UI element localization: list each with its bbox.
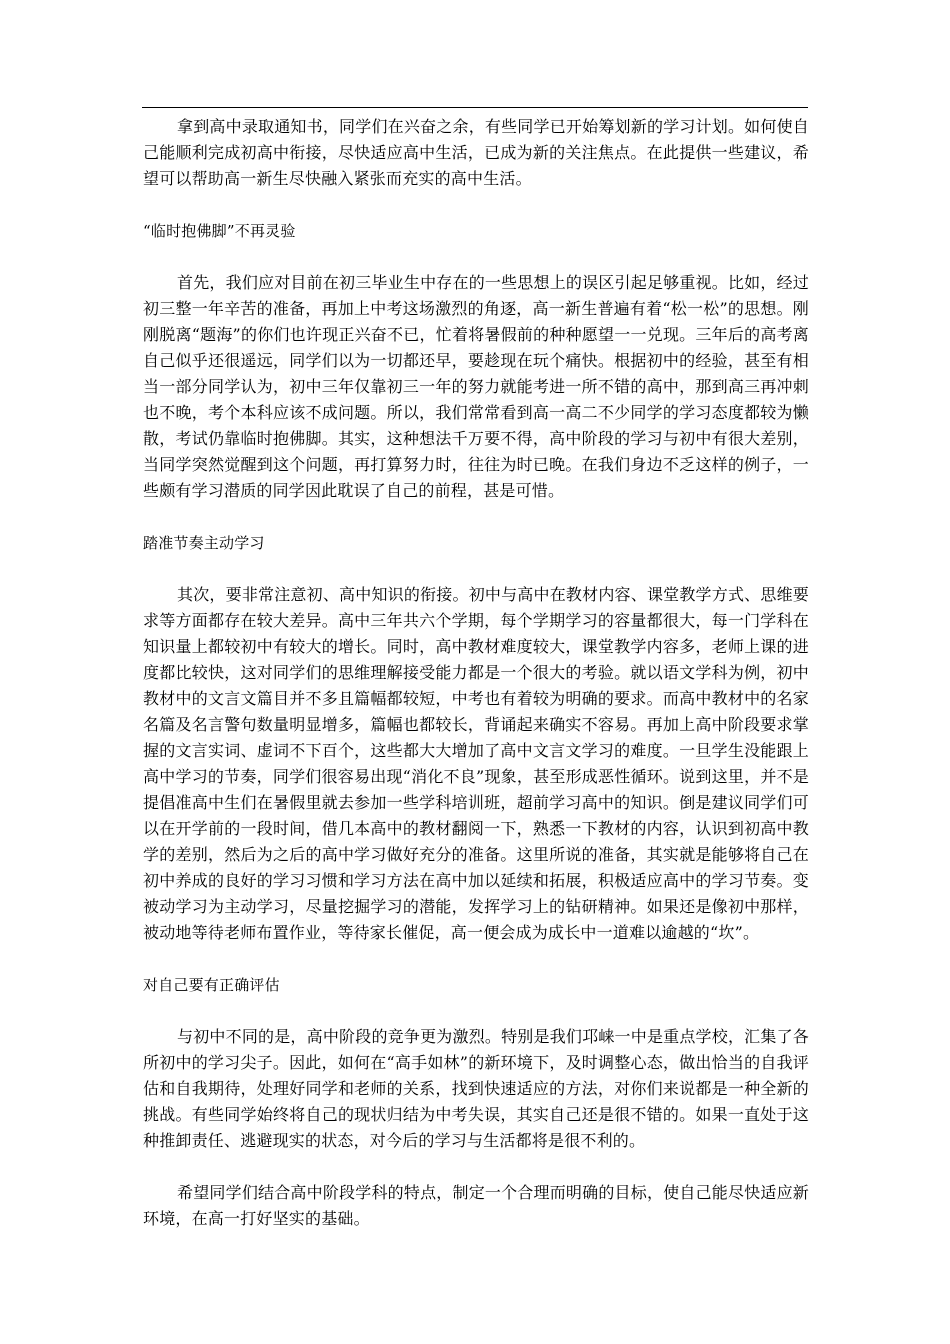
paragraph-section-3: 与初中不同的是，高中阶段的竞争更为激烈。特别是我们邛崃一中是重点学校，汇集了各所初中的学习尖子。因此，如何在“高手如林”的新环境下，及时调整心态，做出恰当的自我评估和自我期待，处理好同学和老师的关系，找到快速适应的方法，对你们来说都是一种全新的挑战。有些同学始终将自己的现状归结为中考失误，其实自己还是很不错的。如果一直处于这种推卸责任、逃避现实的状态，对今后的学习与生活都将是很不利的。 bbox=[143, 1027, 809, 1150]
article-body bbox=[143, 114, 809, 1232]
paragraph-gap bbox=[143, 192, 809, 218]
paragraph-section-1: 首先，我们应对目前在初三毕业生中存在的一些思想上的误区引起足够重视。比如，经过初三整一年辛苦的准备，再加上中考这场激烈的角逐，高一新生普遍有着“松一松”的思想。刚刚脱离“题海”的你们也许现正兴奋不已，忙着将暑假前的种种愿望一一兑现。三年后的高考离自己似乎还很遥远，同学们以为一切都还早，要趁现在玩个痛快。根据初中的经验，甚至有相当一部分同学认为，初中三年仅靠初三一年的努力就能考进一所不错的高中，那到高三再冲刺也不晚，考个本科应该不成问题。所以，我们常常看到高一高二不少同学的学习态度都较为懒散，考试仍靠临时抱佛脚。其实，这种想法千万要不得，高中阶段的学习与初中有很大差别，当同学突然觉醒到这个问题，再打算努力时，往往为时已晚。在我们身边不乏这样的例子，一些颇有学习潜质的同学因此耽误了自己的前程，甚是可惜。 bbox=[143, 273, 809, 500]
section-heading-3: 对自己要有正确评估 bbox=[143, 976, 280, 994]
paragraph-gap bbox=[143, 244, 809, 270]
paragraph-conclusion: 希望同学们结合高中阶段学科的特点，制定一个合理而明确的目标，使自己能尽快适应新环境，在高一打好坚实的基础。 bbox=[143, 1183, 809, 1228]
section-heading-2: 踏准节奏主动学习 bbox=[143, 534, 265, 552]
paragraph-gap bbox=[143, 946, 809, 972]
paragraph-gap bbox=[143, 1154, 809, 1180]
header-rule bbox=[142, 107, 808, 108]
section-heading-1: “临时抱佛脚”不再灵验 bbox=[143, 222, 296, 240]
paragraph-gap bbox=[143, 556, 809, 582]
paragraph-section-2: 其次，要非常注意初、高中知识的衔接。初中与高中在教材内容、课堂教学方式、思维要求等方面都存在较大差异。高中三年共六个学期，每个学期学习的容量都很大，每一门学科在知识量上都较初中有较大的增长。同时，高中教材难度较大，课堂教学内容多，老师上课的进度都比较快，这对同学们的思维理解接受能力都是一个很大的考验。就以语文学科为例，初中教材中的文言文篇目并不多且篇幅都较短，中考也有着较为明确的要求。而高中教材中的名家名篇及名言警句数量明显增多，篇幅也都较长，背诵起来确实不容易。再加上高中阶段要求掌握的文言实词、虚词不下百个，这些都大大增加了高中文言文学习的难度。一旦学生没能跟上高中学习的节奏，同学们很容易出现“消化不良”现象，甚至形成恶性循环。说到这里，并不是提倡准高中生们在暑假里就去参加一些学科培训班，超前学习高中的知识。倒是建议同学们可以在开学前的一段时间，借几本高中的教材翻阅一下，熟悉一下教材的内容，认识到初高中教学的差别，然后为之后的高中学习做好充分的准备。这里所说的准备，其实就是能够将自己在初中养成的良好的学习习惯和学习方法在高中加以延续和拓展，积极适应高中的学习节奏。变被动学习为主动学习，尽量挖掘学习的潜能，发挥学习上的钻研精神。如果还是像初中那样，被动地等待老师布置作业，等待家长催促，高一便会成为成长中一道难以逾越的“坎”。 bbox=[143, 585, 809, 942]
paragraph-gap bbox=[143, 504, 809, 530]
paragraph-intro: 拿到高中录取通知书，同学们在兴奋之余，有些同学已开始筹划新的学习计划。如何使自己能顺利完成初高中衔接，尽快适应高中生活，已成为新的关注焦点。在此提供一些建议，希望可以帮助高一新生尽快融入紧张而充实的高中生活。 bbox=[143, 117, 809, 188]
paragraph-gap bbox=[143, 998, 809, 1024]
